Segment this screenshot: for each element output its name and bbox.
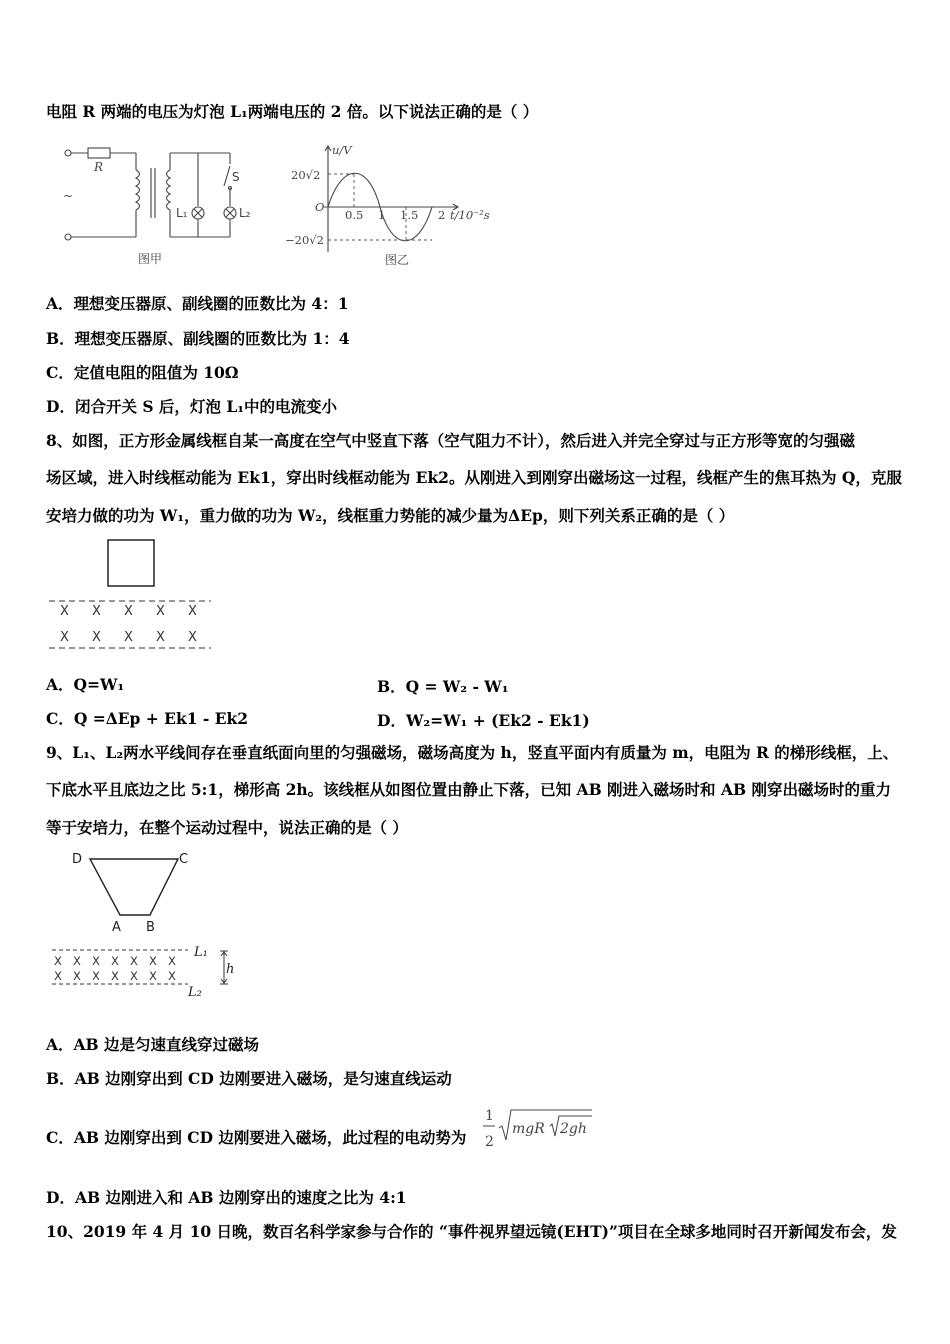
fig2-caption: 图乙 bbox=[385, 253, 410, 267]
field-cross: X bbox=[92, 969, 100, 983]
q9-line-3: 等于安培力，在整个运动过程中，说法正确的是（ ） bbox=[46, 818, 408, 837]
field-cross: X bbox=[188, 630, 197, 645]
field-cross: X bbox=[60, 604, 69, 619]
vertex-c-label: C bbox=[179, 852, 189, 867]
q8-figure bbox=[46, 536, 221, 656]
frac-numerator: 1 bbox=[485, 1108, 494, 1124]
field-cross: X bbox=[54, 969, 62, 983]
field-cross: X bbox=[149, 954, 157, 968]
field-cross: X bbox=[156, 630, 165, 645]
tick-0-5: 0.5 bbox=[345, 208, 364, 222]
field-cross: X bbox=[60, 630, 69, 645]
field-cross: X bbox=[111, 969, 119, 983]
tick-1-5: 1.5 bbox=[400, 208, 419, 222]
q8-line-3: 安培力做的功为 W₁，重力做的功为 W₂，线框重力势能的减少量为ΔEp，则下列关系正确的是（ ） bbox=[46, 506, 735, 525]
root-mgR: mgR bbox=[512, 1121, 545, 1137]
root-2gh: 2gh bbox=[560, 1121, 587, 1137]
field-cross: X bbox=[168, 954, 176, 968]
vertex-a-label: A bbox=[112, 920, 121, 935]
field-cross: X bbox=[73, 954, 81, 968]
field-cross: X bbox=[73, 969, 81, 983]
q7-option-b: B．理想变压器原、副线圈的匝数比为 1：4 bbox=[46, 329, 350, 348]
y-axis-label: u/V bbox=[332, 143, 352, 157]
tick-1: 1 bbox=[378, 208, 386, 222]
q10-line-1: 10、2019 年 4 月 10 日晚，数百名科学家参与合作的 “事件视界望远镜(EHT)”项目在全球多地同时召开新闻发布会，发 bbox=[46, 1222, 897, 1241]
square-frame bbox=[108, 540, 154, 586]
q7-option-d: D．闭合开关 S 后，灯泡 L₁中的电流变小 bbox=[46, 397, 338, 416]
q9-option-c bbox=[46, 1128, 466, 1148]
q7-option-a: A．理想变压器原、副线圈的匝数比为 4：1 bbox=[46, 294, 349, 313]
field-cross: X bbox=[130, 969, 138, 983]
y-top-label: 20√2 bbox=[291, 168, 321, 182]
resistor-label: R bbox=[94, 160, 104, 174]
q7-circuit-figure bbox=[58, 136, 268, 268]
field-cross: X bbox=[168, 969, 176, 983]
q8-line-1: 8、如图，正方形金属线框自某一高度在空气中竖直下落（空气阻力不计），然后进入并完全穿过与正方形等宽的匀强磁 bbox=[46, 431, 856, 450]
q9-option-c-text: C．AB 边刚穿出到 CD 边刚要进入磁场，此过程的电动势为 bbox=[46, 1128, 467, 1147]
field-cross: X bbox=[92, 630, 101, 645]
q8-option-d: D．W₂=W₁ + (Ek2 - Ek1) bbox=[377, 711, 590, 730]
vertex-b-label: B bbox=[146, 920, 155, 935]
field-cross: X bbox=[130, 954, 138, 968]
trapezoid-frame bbox=[90, 859, 178, 915]
switch-label: S bbox=[232, 170, 240, 184]
origin-label: O bbox=[315, 200, 325, 214]
q7-intro: 电阻 R 两端的电压为灯泡 L₁两端电压的 2 倍。以下说法正确的是（ ） bbox=[46, 102, 539, 121]
q9-option-b: B．AB 边刚穿出到 CD 边刚要进入磁场，是匀速直线运动 bbox=[46, 1069, 452, 1088]
q8-option-a: A．Q=W₁ bbox=[46, 675, 125, 694]
field-cross: X bbox=[92, 954, 100, 968]
lamp2-label: L₂ bbox=[239, 206, 251, 220]
y-bottom-label: −20√2 bbox=[285, 233, 324, 247]
field-cross: X bbox=[124, 604, 133, 619]
frac-denominator: 2 bbox=[485, 1134, 494, 1150]
l1-label: L₁ bbox=[194, 945, 208, 960]
tick-2: 2 bbox=[438, 208, 446, 222]
q8-option-c: C．Q =ΔEp + Ek1 - Ek2 bbox=[46, 709, 249, 728]
field-cross: X bbox=[149, 969, 157, 983]
q8-line-2: 场区域，进入时线框动能为 Ek1，穿出时线框动能为 Ek2。从刚进入到刚穿出磁场这一过程，线框产生的焦耳热为 Q，克服 bbox=[46, 468, 902, 487]
field-cross: X bbox=[156, 604, 165, 619]
q9-option-c-formula bbox=[480, 1104, 600, 1152]
q9-option-a: A．AB 边是匀速直线穿过磁场 bbox=[46, 1035, 260, 1054]
source-label: ~ bbox=[63, 189, 74, 203]
h-label: h bbox=[226, 962, 235, 977]
q7-option-c: C．定值电阻的阻值为 10Ω bbox=[46, 363, 239, 382]
q7-wave-figure bbox=[282, 140, 497, 270]
lamp1-label: L₁ bbox=[176, 206, 188, 220]
q9-figure bbox=[46, 845, 246, 1000]
q9-line-1: 9、L₁、L₂两水平线间存在垂直纸面向里的匀强磁场，磁场高度为 h，竖直平面内有质量为 m，电阻为 R 的梯形线框，上、 bbox=[46, 743, 899, 762]
q8-option-b: B．Q = W₂ - W₁ bbox=[377, 677, 509, 696]
q9-line-2: 下底水平且底边之比 5:1，梯形高 2h。该线框从如图位置由静止下落，已知 AB 刚进入磁场时和 AB 刚穿出磁场时的重力 bbox=[46, 780, 891, 799]
fig1-caption: 图甲 bbox=[138, 252, 163, 266]
field-cross: X bbox=[92, 604, 101, 619]
field-cross: X bbox=[124, 630, 133, 645]
vertex-d-label: D bbox=[72, 852, 83, 867]
q9-option-d: D．AB 边刚进入和 AB 边刚穿出的速度之比为 4:1 bbox=[46, 1188, 407, 1207]
x-axis-label: t/10⁻²s bbox=[450, 208, 490, 222]
field-cross: X bbox=[54, 954, 62, 968]
field-cross: X bbox=[188, 604, 197, 619]
l2-label: L₂ bbox=[188, 985, 202, 1000]
field-cross: X bbox=[111, 954, 119, 968]
